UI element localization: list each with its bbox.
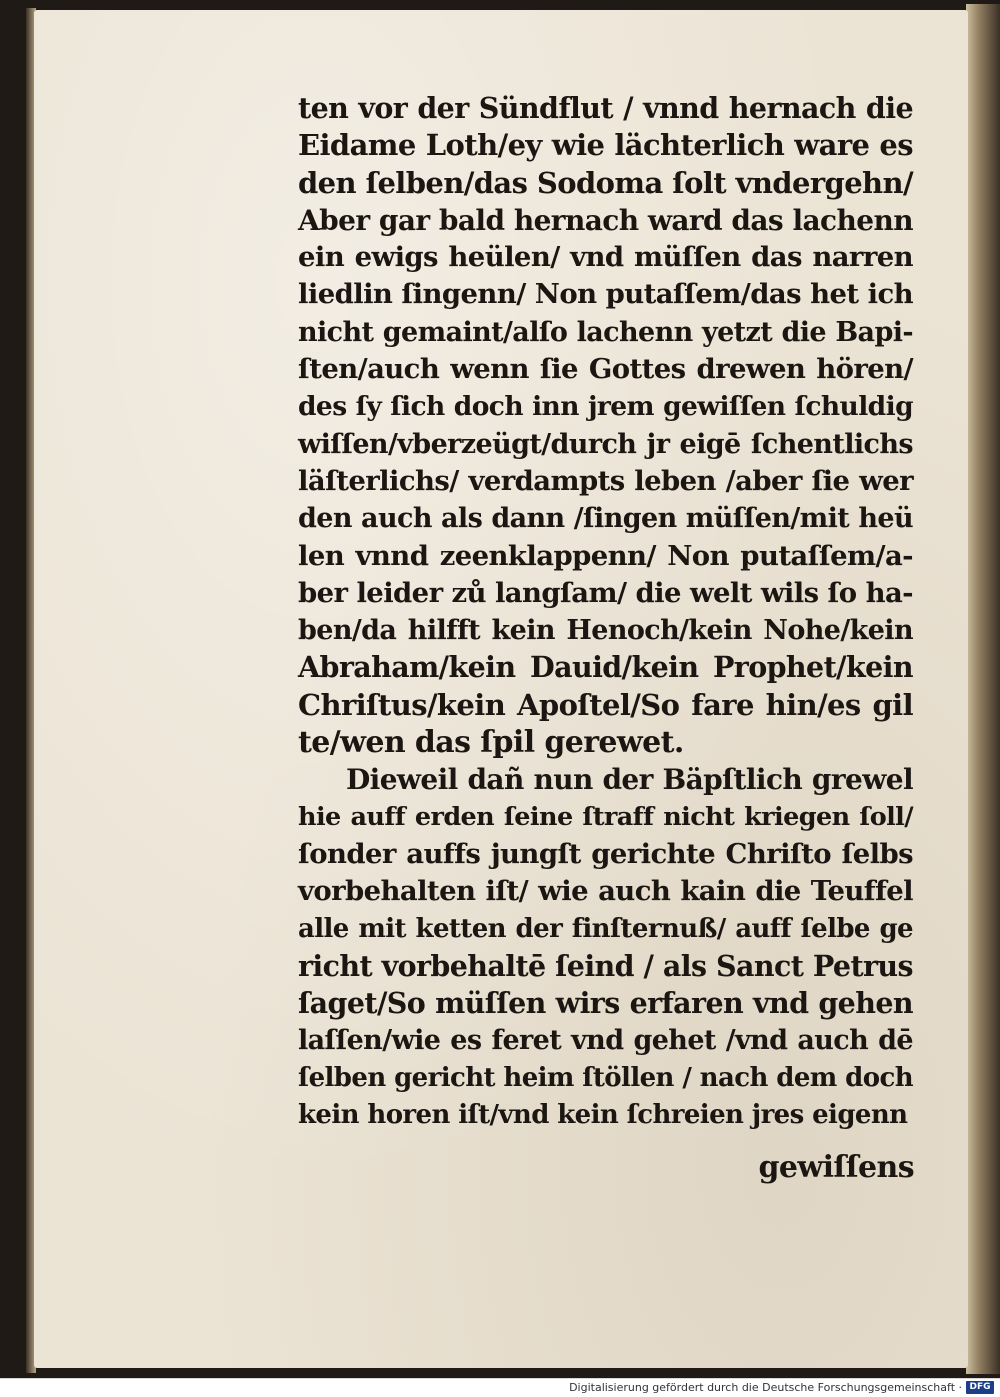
text-line: len vnnd zeenklappenn/ Non putaſſem/a‑	[298, 539, 913, 572]
text-line: den ſelben/das Sodoma ſolt vndergehn/	[298, 165, 913, 200]
text-line: liedlin ſingenn/ Non putaſſem/das het ich	[298, 278, 913, 311]
text-line: ben/da hilfft kein Henoch/kein Nohe/kein	[298, 615, 913, 647]
dfg-logo-icon: DFG	[966, 1381, 994, 1394]
text-line: wiſſen/vberzeügt/durch jr eigē ſchentlichs	[298, 428, 913, 460]
text-line: kein horen iſt/vnd kein ſchreien jres eigenn	[298, 1100, 908, 1131]
text-line: Eidame Loth/ey wie lächterlich ware es	[298, 128, 913, 163]
text-line: nicht gemaint/alſo lachenn yetzt die Bapi‑	[298, 316, 913, 348]
text-line: ſaget/So müſſen wirs erfaren vnd gehen	[298, 986, 913, 1021]
text-line: alle mit ketten der finſternuß/ auff ſelbe ge	[298, 913, 913, 944]
text-line: Chriſtus/kein Apoſtel/So fare hin/es gil	[298, 687, 913, 722]
text-line: ber leider zů langſam/ die welt wils ſo ha‑	[298, 576, 913, 609]
text-line: Abraham/kein Dauid/kein Prophet/kein	[298, 650, 913, 685]
text-line: richt vorbehaltē ſeind / als Sanct Petrus	[298, 948, 913, 983]
text-line: hie auff erden ſeine ſtraff nicht kriegen ſoll/	[298, 801, 913, 832]
page-edge-right	[966, 4, 1000, 1374]
text-line: te/wen das ſpil gerewet.	[298, 725, 684, 761]
text-line: ein ewigs heülen/ vnd müſſen das narren	[298, 241, 913, 274]
text-line: ten vor der Sündflut / vnnd hernach die	[298, 91, 913, 125]
funding-credit: Digitalisierung gefördert durch die Deutsche Forschungsgemeinschaft ·	[569, 1381, 962, 1394]
text-line: den auch als dann /ſingen müſſen/mit heü	[298, 503, 913, 535]
text-line: Dieweil dañ nun der Bäpſtlich grewel	[346, 763, 913, 797]
footer-bar	[0, 1378, 1000, 1397]
text-line: ſonder auffs jungſt gerichte Chriſto ſelbs	[298, 837, 913, 870]
catchword: gewiſſens	[758, 1150, 914, 1185]
text-line: Aber gar bald hernach ward das lachenn	[298, 203, 913, 237]
text-line: ſten/auch wenn ſie Gottes drewen hören/	[298, 353, 913, 386]
blackletter-text-block	[298, 90, 913, 1134]
text-line: ſelben gericht heim ſtöllen / nach dem doch	[298, 1062, 913, 1093]
text-line: des ſy ſich doch inn jrem gewiſſen ſchuldig	[298, 391, 913, 423]
text-line: vorbehalten iſt/ wie auch kain die Teuffel	[298, 875, 913, 908]
text-line: läſterlichs/ verdampts leben /aber ſie wer	[298, 464, 913, 497]
text-line: laſſen/wie es feret vnd gehet /vnd auch dē	[298, 1025, 913, 1057]
